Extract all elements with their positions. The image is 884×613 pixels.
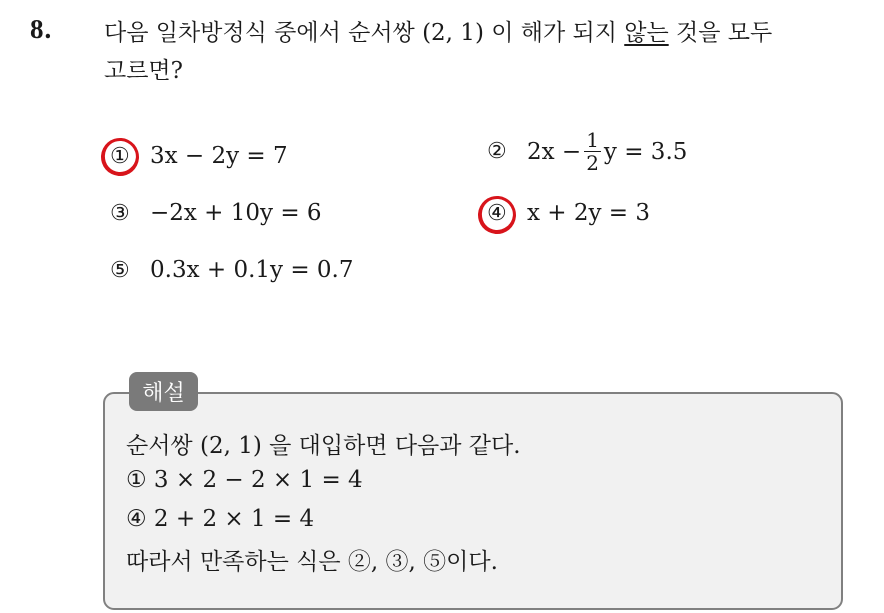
- solution-line-4: 따라서 만족하는 식은 ②, ③, ⑤이다.: [126, 549, 498, 575]
- question-text-post: 것을 모두: [668, 20, 773, 46]
- choice-3[interactable]: [110, 200, 322, 226]
- choice-5-number: ⑤: [110, 257, 130, 283]
- choice-4[interactable]: [487, 200, 650, 226]
- solution-line-2: ① 3 × 2 − 2 × 1 = 4: [126, 467, 363, 493]
- choice-1[interactable]: [110, 143, 288, 169]
- choice-3-equation: −2x + 10y = 6: [150, 200, 322, 226]
- solution-line-3: ④ 2 + 2 × 1 = 4: [126, 506, 315, 532]
- choice-4-number: ④: [487, 200, 507, 226]
- question-text-pre: 다음 일차방정식 중에서 순서쌍 (2, 1) 이 해가 되지: [104, 20, 625, 46]
- choice-2-eq-post: y = 3.5: [603, 138, 688, 165]
- solution-tag: 해설: [129, 372, 198, 411]
- question-text: [104, 14, 874, 90]
- choice-1-number: ①: [110, 143, 130, 169]
- question-text-line2: 고르면?: [104, 58, 183, 84]
- choice-5[interactable]: [110, 257, 354, 283]
- question-text-underlined: 않는: [624, 20, 669, 46]
- choice-4-equation: x + 2y = 3: [527, 200, 651, 226]
- choice-2-fraction: [584, 129, 601, 174]
- choice-5-equation: 0.3x + 0.1y = 0.7: [150, 257, 354, 283]
- fraction-numerator: 1: [586, 128, 599, 152]
- solution-line-1: 순서쌍 (2, 1) 을 대입하면 다음과 같다.: [126, 433, 521, 459]
- choice-1-equation: 3x − 2y = 7: [150, 143, 288, 169]
- fraction-denominator: 2: [586, 151, 599, 175]
- solution-box: [103, 392, 843, 610]
- choice-2-number: ②: [487, 139, 507, 164]
- question-number: 8.: [30, 14, 53, 44]
- choice-2-eq-pre: 2x −: [527, 138, 582, 165]
- choice-2[interactable]: [487, 129, 687, 174]
- choice-3-number: ③: [110, 200, 130, 226]
